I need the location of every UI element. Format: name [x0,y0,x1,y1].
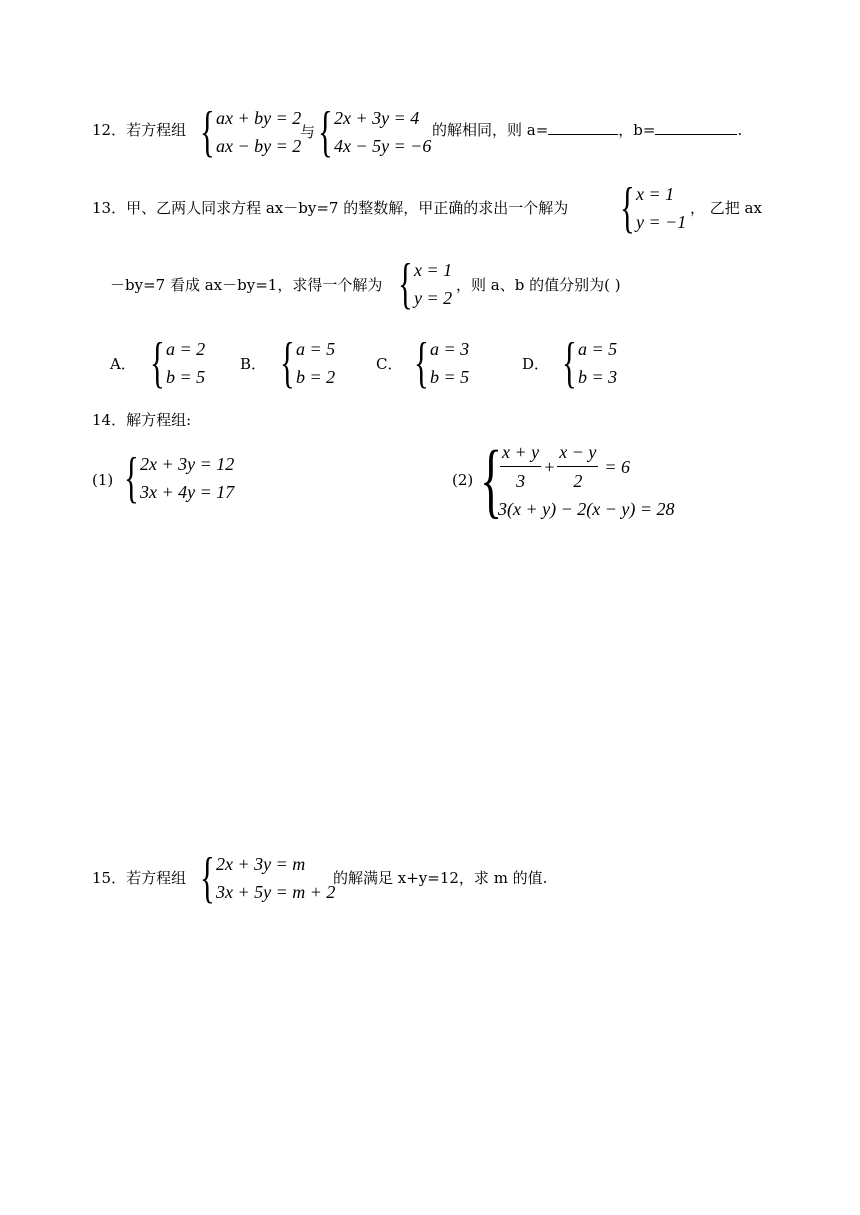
option-b-eq1: a = 5 [296,339,336,359]
brace-icon: { [562,332,577,394]
q13-solution-1 [620,177,687,239]
q12-connector: 与 [300,123,316,141]
q12-system-2 [318,101,432,163]
option-a-label[interactable]: A． [110,355,136,373]
q14-part1-system [124,447,235,509]
q14-p2-frac2 [557,438,598,495]
option-a-eq1: a = 2 [166,339,206,359]
brace-icon: { [318,101,333,163]
brace-icon: { [200,101,215,163]
option-b-label[interactable]: B． [240,355,267,373]
brace-icon: { [280,332,295,394]
q13-line1: 13．甲、乙两人同求方程 ax－by=7 的整数解，甲正确的求出一个解为 [92,199,569,217]
q14-p2-eq2: 3(x + y) − 2(x − y) = 28 [498,499,675,519]
q14-part1-label: (1) [92,471,114,489]
q12-system-1 [200,101,302,163]
q13-solution-2 [398,253,453,315]
q13-sol2-eq1: x = 1 [414,260,453,280]
q14-p2-frac1 [500,438,541,495]
q14-title: 14．解方程组: [92,411,192,429]
q15-eq2: 3x + 5y = m + 2 [216,882,336,902]
q14-p2-eq1 [498,438,675,495]
q13-sol1-eq2: y = −1 [636,212,687,232]
q15-system [200,847,336,909]
option-d-eq2: b = 3 [578,367,618,387]
q12-sep: ，b= [618,121,656,139]
q12-tail [432,120,742,140]
q12-sys1-eq1: ax + by = 2 [216,108,302,128]
q12-sys1-eq2: ax − by = 2 [216,136,302,156]
q14-p2-frac1-num: x + y [500,438,541,467]
brace-icon: { [398,253,413,315]
option-a[interactable] [150,332,206,394]
q14-p2-frac2-den: 2 [573,471,583,491]
option-d[interactable] [562,332,618,394]
q12-blank-a[interactable] [548,120,618,135]
q13-sol2-eq2: y = 2 [414,288,453,308]
q14-part2-system [480,433,675,527]
q14-p1-eq1: 2x + 3y = 12 [140,454,235,474]
q14-p2-frac2-num: x − y [557,438,598,467]
q14-p2-frac1-den: 3 [516,471,526,491]
option-a-eq2: b = 5 [166,367,206,387]
q12-sys2-eq1: 2x + 3y = 4 [334,108,420,128]
brace-icon: { [150,332,165,394]
q15-eq1: 2x + 3y = m [216,854,306,874]
option-c-label[interactable]: C． [376,355,403,373]
brace-icon: { [124,447,139,509]
q12-sys2-eq2: 4x − 5y = −6 [334,136,432,156]
q12-blank-b[interactable] [655,120,737,135]
q13-sol1-eq1: x = 1 [636,184,675,204]
q15-number: 15．若方程组 [92,869,187,887]
q14-p2-eq1-rhs: = 6 [604,456,631,477]
q13-line2-end: ，则 a、b 的值分别为( ) [456,276,621,294]
option-d-label[interactable]: D． [522,355,550,373]
brace-icon: { [200,847,215,909]
option-b-eq2: b = 2 [296,367,336,387]
brace-icon: { [414,332,429,394]
q14-p1-eq2: 3x + 4y = 17 [140,482,235,502]
q13-line1-end: ， 乙把 ax [690,199,762,217]
q12-number: 12．若方程组 [92,121,187,139]
brace-icon: { [620,177,635,239]
option-c-eq1: a = 3 [430,339,470,359]
q12-tail-a: 的解相同，则 a= [432,121,549,139]
option-b[interactable] [280,332,336,394]
q13-line2: －by=7 看成 ax－by=1，求得一个解为 [110,276,383,294]
option-c-eq2: b = 5 [430,367,470,387]
q14-part2-label: (2) [452,471,474,489]
option-c[interactable] [414,332,470,394]
q15-tail: 的解满足 x+y=12，求 m 的值. [333,869,548,887]
brace-icon: { [480,433,503,527]
q14-p2-plus: + [543,456,556,477]
q12-end: . [737,121,743,139]
option-d-eq1: a = 5 [578,339,618,359]
